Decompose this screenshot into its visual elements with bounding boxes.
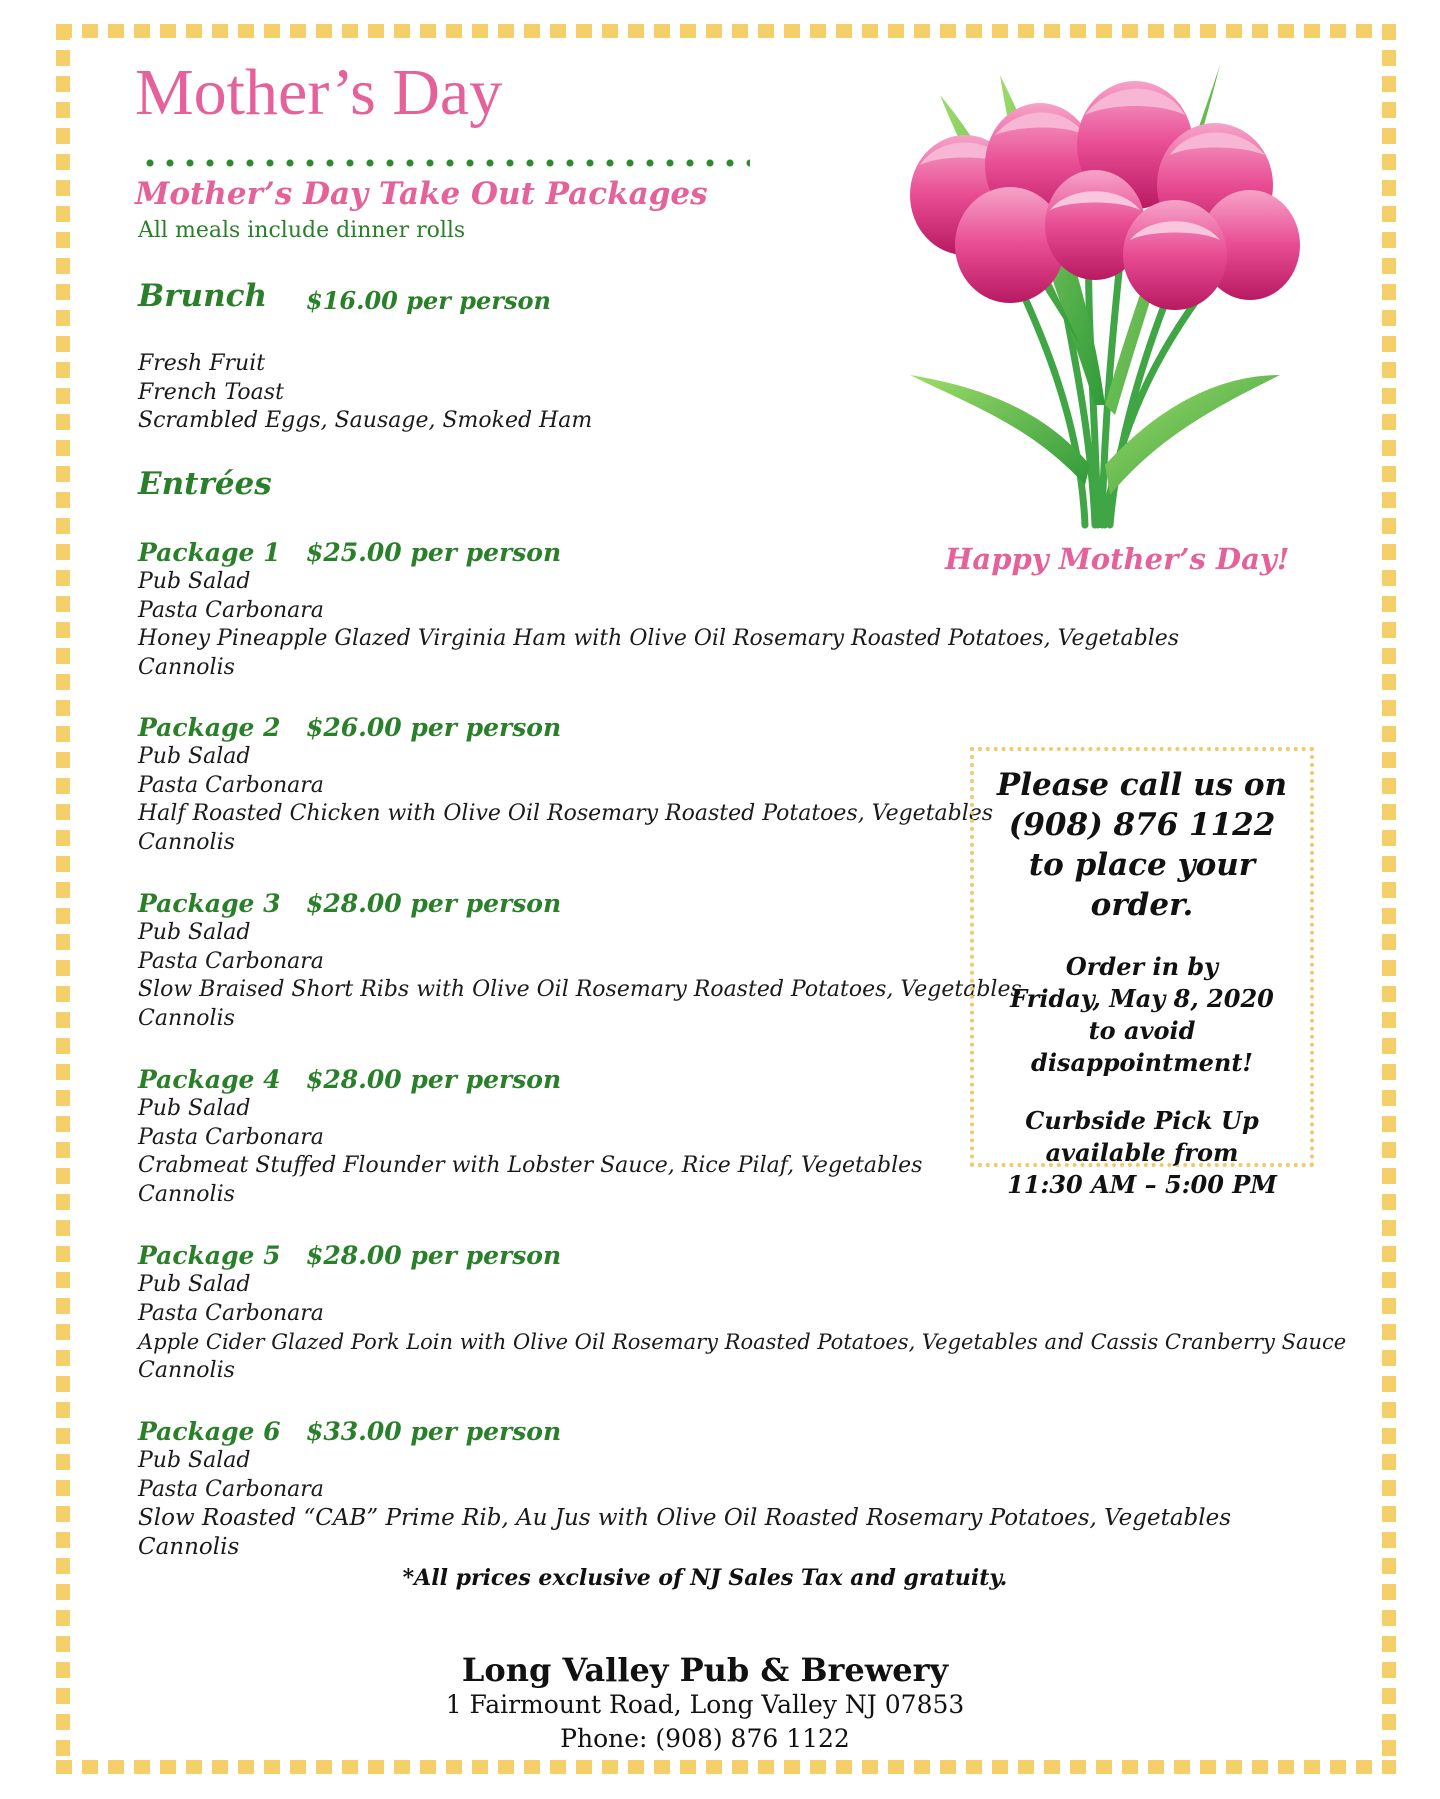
package-2-items [138,743,993,857]
package-2-name: Package 2 [138,713,281,742]
package-4-price: $28.00 per person [306,1065,562,1094]
list-item: Pasta Carbonara [138,772,324,798]
list-item: Cannolis [138,1005,235,1031]
list-item: Pub Salad [138,920,251,945]
list-item: Pasta Carbonara [138,1124,324,1150]
package-1-price: $25.00 per person [306,538,562,567]
list-item: Scrambled Eggs, Sausage, Smoked Ham [138,408,593,433]
list-item: Slow Braised Short Ribs with Olive Oil Rosemary Roasted Potatoes, Vegetables [138,977,1022,1002]
includes-note: All meals include dinner rolls [138,218,466,243]
package-2-price: $26.00 per person [306,713,562,742]
list-item: Pasta Carbonara [138,597,324,623]
package-4-name: Package 4 [138,1065,281,1094]
brunch-items [138,350,592,436]
border-left [56,24,70,1774]
list-item: Half Roasted Chicken with Olive Oil Rosemary Roasted Potatoes, Vegetables [138,801,994,826]
call-line-3: to place your order. [1028,847,1256,923]
tulip-bouquet-illustration [880,45,1320,535]
pickup-hours: 11:30 AM – 5:00 PM [1007,1170,1277,1199]
list-item: Pub Salad [138,1272,251,1297]
list-item: Honey Pineapple Glazed Virginia Ham with Olive Oil Rosemary Roasted Potatoes, Vegetables [138,626,1180,651]
package-1-name: Package 1 [138,538,281,567]
dotted-divider [140,158,750,168]
package-5-items [138,1271,1346,1385]
list-item: Pasta Carbonara [138,1476,324,1502]
pickup-line-2: available from [1045,1138,1239,1167]
package-6-price: $33.00 per person [306,1417,562,1446]
order-info-box [970,747,1314,1199]
restaurant-name: Long Valley Pub & Brewery [461,1651,949,1689]
order-line-3: to avoid disappointment! [1031,1016,1253,1077]
border-bottom [56,1760,1396,1774]
page-title: Mother’s Day [135,56,503,129]
list-item: Apple Cider Glazed Pork Loin with Olive Oil Rosemary Roasted Potatoes, Vegetables and Cassis Cranberry Sauce [138,1330,1347,1354]
list-item: Cannolis [138,1357,235,1383]
list-item: Cannolis [138,1181,235,1207]
package-3-name: Package 3 [138,889,281,918]
package-4-items [138,1095,922,1209]
package-3-price: $28.00 per person [306,889,562,918]
call-line-1: Please call us on [996,767,1288,803]
list-item: Crabmeat Stuffed Flounder with Lobster Sauce, Rice Pilaf, Vegetables [138,1153,923,1178]
list-item: Pub Salad [138,1096,251,1121]
border-right [1382,24,1396,1774]
border-top [56,24,1396,38]
list-item: Slow Roasted “CAB” Prime Rib, Au Jus with Olive Oil Roasted Rosemary Potatoes, Vegetables [138,1505,1232,1531]
restaurant-address: 1 Fairmount Road, Long Valley NJ 07853 [445,1690,965,1719]
order-line-1: Order in by [1065,952,1219,981]
package-1-items [138,568,1179,682]
happy-mothers-day: Happy Mother’s Day! [945,542,1290,576]
package-5-price: $28.00 per person [306,1241,562,1270]
list-item: Pub Salad [138,569,251,594]
order-date: Friday, May 8, 2020 [1010,984,1274,1013]
brunch-price: $16.00 per person [306,286,551,315]
package-6-items [138,1447,1231,1561]
list-item: Pasta Carbonara [138,948,324,974]
list-item: Pasta Carbonara [138,1300,324,1326]
list-item: Cannolis [138,829,235,855]
list-item: Pub Salad [138,744,251,769]
phone-number: (908) 876 1122 [1008,807,1276,843]
brunch-heading: Brunch [138,278,268,314]
list-item: Fresh Fruit [138,351,266,376]
restaurant-phone: Phone: (908) 876 1122 [560,1724,850,1753]
list-item: Cannolis [138,654,235,680]
package-6-name: Package 6 [138,1417,281,1446]
package-3-items [138,919,1022,1033]
package-5-name: Package 5 [138,1241,281,1270]
list-item: French Toast [138,379,284,405]
pickup-line-1: Curbside Pick Up [1025,1106,1259,1135]
entrees-heading: Entrées [138,466,272,502]
list-item: Cannolis [138,1533,240,1560]
subtitle: Mother’s Day Take Out Packages [135,176,708,212]
list-item: Pub Salad [138,1448,251,1473]
tax-note: *All prices exclusive of NJ Sales Tax and gratuity. [402,1565,1008,1591]
